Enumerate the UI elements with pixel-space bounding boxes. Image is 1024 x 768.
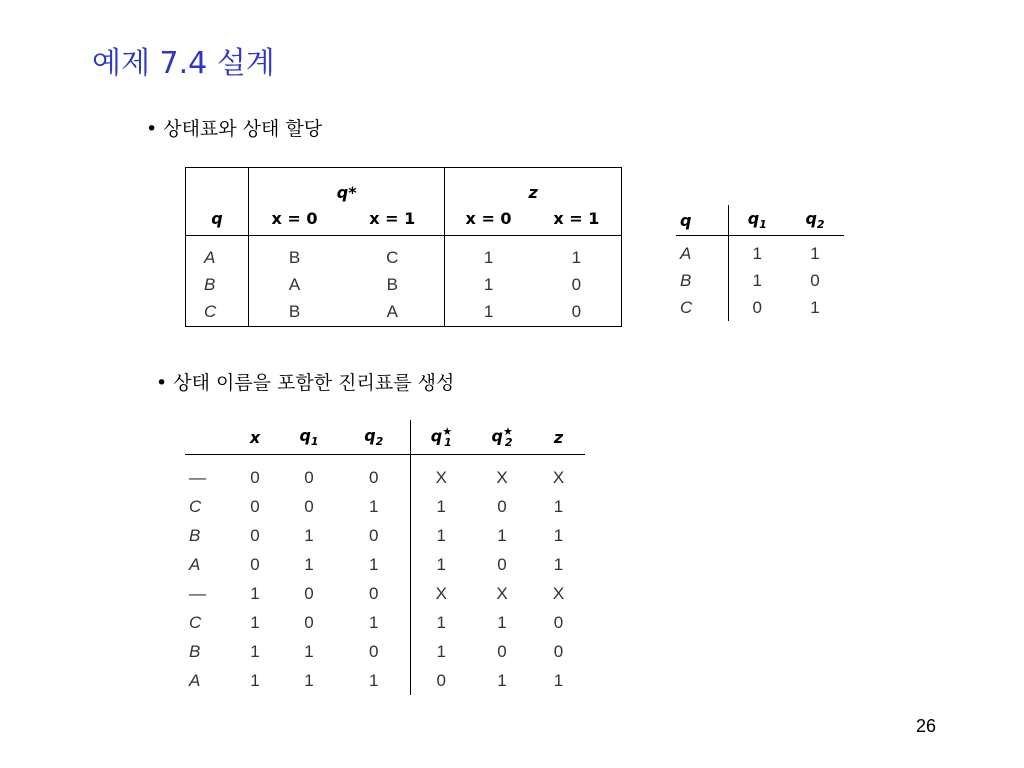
z-cell: X bbox=[552, 467, 565, 487]
z-cell: 1 bbox=[553, 525, 564, 545]
z-cell: X bbox=[552, 583, 565, 603]
q1-next-cell: 1 bbox=[410, 637, 472, 666]
table-row bbox=[185, 608, 585, 637]
x-header: x bbox=[230, 420, 280, 455]
q1-next-cell: 0 bbox=[410, 666, 472, 695]
table-row bbox=[185, 492, 585, 521]
table-row bbox=[676, 267, 844, 294]
next-state-cell: C bbox=[386, 247, 399, 267]
x-cell: 0 bbox=[250, 496, 260, 516]
table-row bbox=[186, 299, 622, 327]
state-cell: B bbox=[680, 270, 692, 290]
state-cell: A bbox=[189, 670, 201, 690]
q1-cell: 1 bbox=[304, 554, 314, 574]
bullet-text: 상태 이름을 포함한 진리표를 생성 bbox=[173, 372, 455, 394]
q1-cell: 0 bbox=[304, 467, 314, 487]
q1-header: $q_1$ bbox=[728, 205, 786, 236]
next-state-cell: B bbox=[386, 274, 398, 294]
q2-cell: 1 bbox=[810, 243, 820, 263]
table-row bbox=[185, 455, 585, 493]
q1-cell: 1 bbox=[304, 641, 314, 661]
q1-next-header: $q^★_1$ bbox=[410, 420, 472, 455]
table-row bbox=[186, 235, 622, 271]
state-cell: A bbox=[680, 243, 692, 263]
q2-cell: 0 bbox=[810, 270, 820, 290]
state-table bbox=[185, 167, 622, 327]
output-cell: 0 bbox=[571, 274, 582, 294]
truth-table bbox=[185, 420, 585, 695]
q2-next-cell: 0 bbox=[497, 554, 507, 574]
q2-cell: 1 bbox=[369, 496, 379, 516]
x-cell: 0 bbox=[250, 467, 260, 487]
bullet-dot: • bbox=[156, 372, 168, 394]
q1-header: $q_1$ bbox=[280, 420, 338, 455]
z-cell: 1 bbox=[553, 554, 564, 574]
table-row bbox=[185, 521, 585, 550]
q2-next-cell: 0 bbox=[497, 641, 507, 661]
q2-next-cell: 1 bbox=[497, 670, 507, 690]
q2-next-cell: 1 bbox=[497, 612, 507, 632]
slide-title: 예제 7.4 설계 bbox=[92, 46, 275, 81]
z-cell: 1 bbox=[553, 670, 564, 690]
q2-cell: 1 bbox=[369, 554, 379, 574]
q2-cell: 1 bbox=[369, 670, 379, 690]
q1-cell: 0 bbox=[304, 583, 314, 603]
state-col-header: q bbox=[676, 205, 728, 236]
x-cell: 1 bbox=[250, 641, 260, 661]
x0-header: x = 0 bbox=[248, 202, 340, 235]
q2-next-cell: 0 bbox=[497, 496, 507, 516]
table-row bbox=[185, 666, 585, 695]
state-cell: A bbox=[204, 247, 216, 267]
output-cell: 1 bbox=[445, 299, 532, 327]
q1-cell: 0 bbox=[728, 294, 786, 321]
output-header: z bbox=[445, 168, 622, 203]
bullet-truth-table bbox=[156, 368, 454, 395]
q2-next-cell: X bbox=[496, 583, 508, 603]
state-cell: — bbox=[189, 467, 206, 487]
q2-next-header: $q^★_2$ bbox=[472, 420, 532, 455]
next-state-header: q* bbox=[248, 168, 445, 203]
q2-cell: 1 bbox=[369, 612, 379, 632]
table-row bbox=[186, 271, 622, 298]
state-cell: B bbox=[204, 274, 216, 294]
bullet-text: 상태표와 상태 할당 bbox=[163, 118, 323, 140]
state-cell: B bbox=[189, 525, 201, 545]
bullet-dot: • bbox=[146, 118, 158, 140]
x1-header: x = 1 bbox=[340, 202, 445, 235]
table-row bbox=[185, 637, 585, 666]
table-row bbox=[676, 236, 844, 268]
x-cell: 1 bbox=[250, 670, 260, 690]
z-cell: 0 bbox=[553, 612, 564, 632]
x0-header: x = 0 bbox=[445, 202, 532, 235]
state-cell: — bbox=[189, 583, 206, 603]
x-cell: 1 bbox=[250, 583, 260, 603]
state-cell: B bbox=[189, 641, 201, 661]
table-row bbox=[185, 579, 585, 608]
q1-next-cell: 1 bbox=[410, 550, 472, 579]
state-assignment-table bbox=[676, 205, 844, 321]
q1-cell: 1 bbox=[728, 267, 786, 294]
q2-cell: 0 bbox=[369, 467, 379, 487]
next-state-cell: A bbox=[248, 271, 340, 298]
truth-table-body bbox=[185, 455, 585, 696]
x-cell: 0 bbox=[250, 554, 260, 574]
q1-cell: 0 bbox=[304, 612, 314, 632]
output-cell: 0 bbox=[571, 302, 582, 322]
x-cell: 0 bbox=[250, 525, 260, 545]
q2-cell: 0 bbox=[369, 583, 379, 603]
q1-cell: 0 bbox=[304, 496, 314, 516]
q2-header: $q_2$ bbox=[338, 420, 410, 455]
q1-cell: 1 bbox=[304, 525, 314, 545]
x1-header: x = 1 bbox=[532, 202, 622, 235]
output-cell: 1 bbox=[445, 271, 532, 298]
next-state-cell: B bbox=[248, 299, 340, 327]
x-cell: 1 bbox=[250, 612, 260, 632]
q2-cell: 0 bbox=[369, 641, 379, 661]
q1-cell: 1 bbox=[304, 670, 314, 690]
state-cell: C bbox=[204, 302, 217, 322]
z-cell: 0 bbox=[553, 641, 564, 661]
q1-next-cell: 1 bbox=[410, 608, 472, 637]
q2-cell: 0 bbox=[369, 525, 379, 545]
next-state-cell: A bbox=[386, 302, 398, 322]
q1-next-cell: X bbox=[410, 455, 472, 493]
z-cell: 1 bbox=[553, 496, 564, 516]
next-state-cell: B bbox=[248, 235, 340, 271]
state-cell: C bbox=[189, 496, 202, 516]
q1-next-cell: 1 bbox=[410, 492, 472, 521]
output-cell: 1 bbox=[571, 247, 582, 267]
table-row bbox=[185, 550, 585, 579]
q1-next-cell: 1 bbox=[410, 521, 472, 550]
q2-next-cell: 1 bbox=[497, 525, 507, 545]
bullet-state-table bbox=[146, 114, 322, 141]
state-cell: C bbox=[680, 297, 693, 317]
z-header: z bbox=[532, 420, 585, 455]
q1-next-cell: X bbox=[410, 579, 472, 608]
q1-cell: 1 bbox=[728, 236, 786, 268]
output-cell: 1 bbox=[445, 235, 532, 271]
state-cell: A bbox=[189, 554, 201, 574]
q2-cell: 1 bbox=[810, 297, 820, 317]
q2-next-cell: X bbox=[496, 467, 508, 487]
page-number: 26 bbox=[915, 716, 936, 736]
q2-header: $q_2$ bbox=[786, 205, 844, 236]
state-col-header: q bbox=[186, 202, 249, 235]
state-cell: C bbox=[189, 612, 202, 632]
table-row bbox=[676, 294, 844, 321]
